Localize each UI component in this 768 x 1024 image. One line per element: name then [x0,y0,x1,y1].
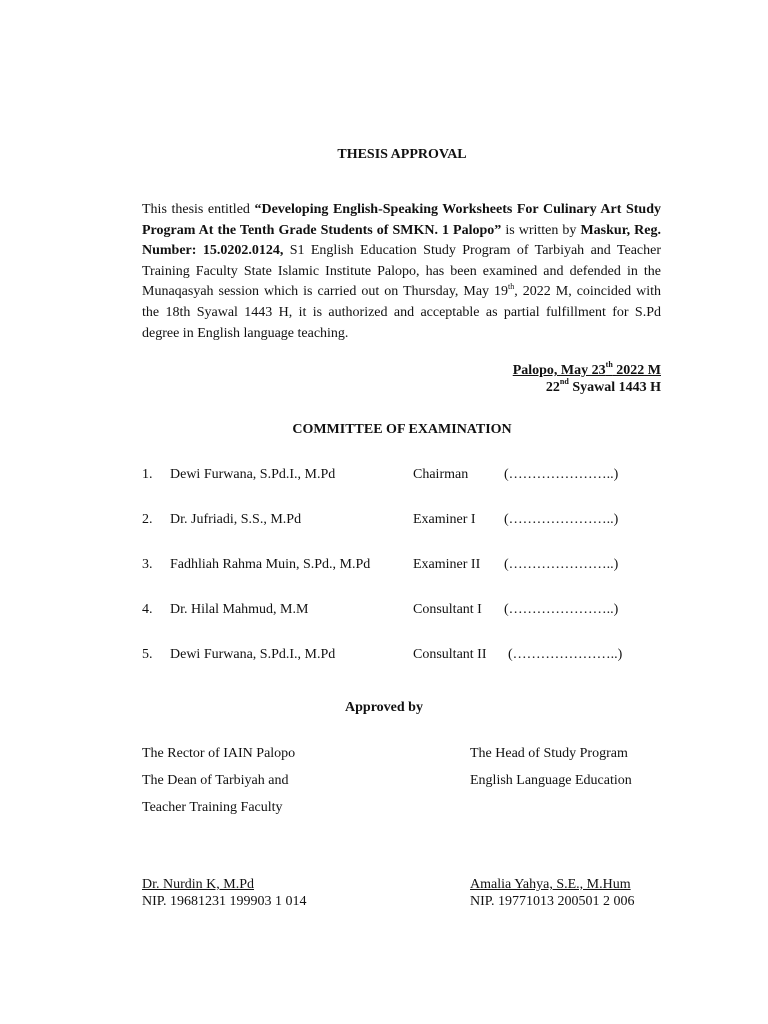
date-ordinal: th [605,360,613,370]
signature-placeholder: (…………………..) [504,467,619,482]
program-title: English Language Education [470,773,632,788]
ordinal-suffix: th [508,281,515,291]
committee-member [142,512,662,530]
paragraph-text-4: , 2022 M, coincided with the 18th Syawal 1443 H, it is authorized and acceptable as partial fulfillment for S.Pd degree in English language teaching. [142,284,661,341]
member-role: Consultant I [413,602,482,617]
member-name: Fadhliah Rahma Muin, S.Pd., M.Pd [170,557,371,572]
member-role: Chairman [413,467,469,482]
left-signatory-name: Dr. Nurdin K, M.Pd [142,877,255,892]
committee-title: COMMITTEE OF EXAMINATION [292,422,512,437]
rector-title: The Rector of IAIN Palopo [142,746,296,761]
faculty-title: Teacher Training Faculty [142,800,283,815]
member-role: Consultant II [413,647,487,662]
right-signatory-titles [470,740,632,794]
signature-placeholder: (…………………..) [504,557,619,572]
right-signature-block [470,876,635,910]
member-name: Dewi Furwana, S.Pd.I., M.Pd [170,467,336,482]
member-name: Dewi Furwana, S.Pd.I., M.Pd [170,647,336,662]
left-signatory-titles [142,740,295,821]
paragraph-text-3: S1 English Education Study Program of Tarbiyah and Teacher Training Faculty State Islamic Institute Palopo, has been examined and defended in the Munaqasyah session which is carried out on Thursday, May 19 [142,243,662,300]
member-number: 4. [142,602,153,617]
approval-paragraph [142,200,661,344]
committee-member [142,602,662,620]
dean-title: The Dean of Tarbiyah and [142,773,289,788]
right-signatory-name: Amalia Yahya, S.E., M.Hum [470,877,631,892]
document-title: THESIS APPROVAL [337,147,467,162]
hijri-month-year: Syawal 1443 H [568,380,661,395]
member-role: Examiner I [413,512,476,527]
paragraph-text-2: is written by [501,222,581,238]
member-role: Examiner II [413,557,481,572]
date-line-hijri [513,379,661,396]
approved-by-heading: Approved by [345,700,423,715]
member-number: 1. [142,467,153,482]
committee-member [142,557,662,575]
member-number: 3. [142,557,153,572]
date-text: Palopo, May 23 [512,363,606,378]
right-signatory-nip: NIP. 19771013 200501 2 006 [470,894,635,909]
date-line-gregorian [513,362,661,379]
signature-placeholder: (…………………..) [508,647,623,662]
paragraph-text-1: This thesis entitled [142,202,255,217]
member-name: Dr. Hilal Mahmud, M.M [170,602,309,617]
member-name: Dr. Jufriadi, S.S., M.Pd [170,512,302,527]
thesis-title: “Developing English-Speaking Worksheets For Culinary Art Study Program At the Tenth Grade Students of SMKN. 1 Palopo” [142,202,662,238]
hijri-ordinal: nd [559,377,569,387]
left-signature-block [142,876,307,910]
author-info: Maskur, Reg. Number: 15.0202.0124, [142,222,661,259]
date-year: 2022 M [612,363,661,378]
member-number: 2. [142,512,153,527]
committee-member [142,647,662,665]
head-title: The Head of Study Program [470,746,628,761]
hijri-day: 22 [545,380,560,395]
left-signatory-nip: NIP. 19681231 199903 1 014 [142,894,307,909]
member-number: 5. [142,647,153,662]
date-block [513,362,661,396]
signature-placeholder: (…………………..) [504,512,619,527]
committee-member [142,467,662,485]
signature-placeholder: (…………………..) [504,602,619,617]
